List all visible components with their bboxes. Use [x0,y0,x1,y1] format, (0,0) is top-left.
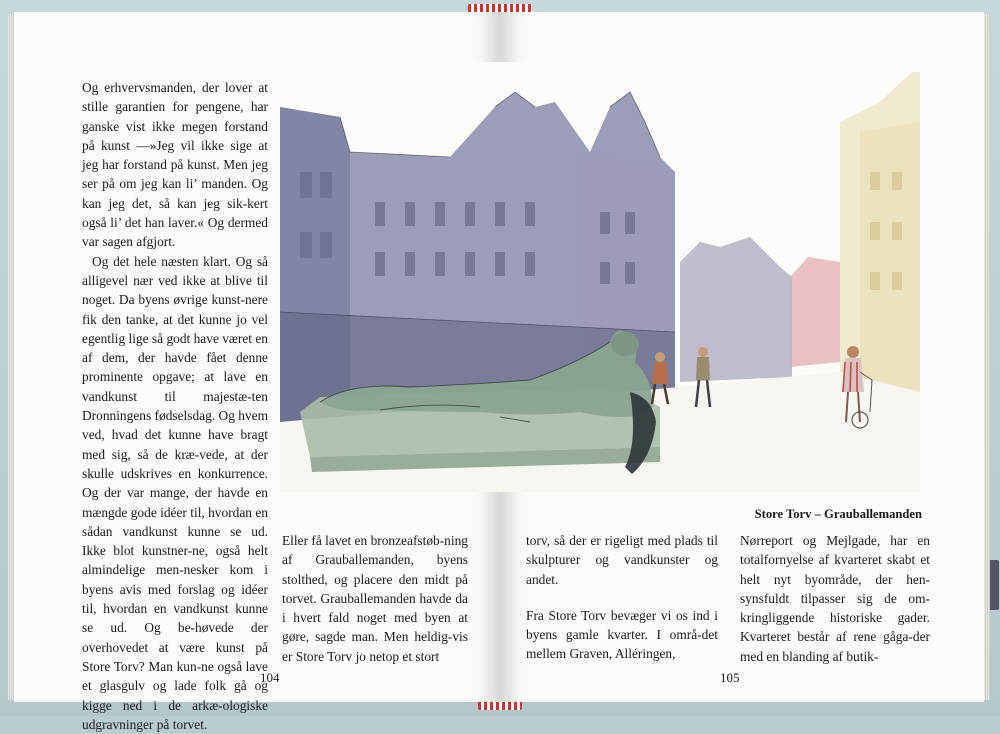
left-page-column-1 [82,78,268,734]
illustration-caption: Store Torv – Grauballemanden [754,507,922,521]
cover-edge-tab [989,560,999,610]
page-number-left: 104 [260,670,280,685]
paragraph: torv, så der er rigeligt med plads til skulpturer og vandkunster og andet. [526,533,718,587]
right-page-column-2 [740,531,930,666]
left-page-column-2 [282,531,468,666]
paragraph: Fra Store Torv bevæger vi os ind i byens gamle kvarter. I områ-det mellem Graven, Alléringen, [526,607,718,662]
paragraph: Eller få lavet en bronzeafstøb-ning af Grauballemanden, byens stolthed, og placere den midt på torvet. Grauballemanden havde da i hvert fald noget med byen at gøre, sagde man. Men heldig-vis er Store Torv jo netop et stort [282,533,468,664]
paragraph: Nørreport og Mejlgade, har en totalfornyelse af kvarteret skabt et helt nyt byområde, der hen-synsfuldt tilpasser sig de om-kringliggende historiske gader. Kvarteret består af rene gåga-der med en blanding af butik- [740,533,930,664]
paragraph: Og det hele næsten klart. Og så alligevel nær ved ikke at blive til noget. Da byens øvrige kunst-nere fik den tanke, at det kunne jo vel egentlig lige så godt have været en af dem, der havde fået denne prominente opgave; at lave en vandkunst til majestæ-ten Dronningens fødselsdag. Og hvem ved, hvad det kunne have bragt med sig, så de kræ-vede, at der skulle udskrives en konkurrence. Og der var mange, der havde en mængde gode idéer til, hvordan en sådan vandkunst kunne se ud. Ikke blot kunstner-ne, også helt almindelige men-nesker kom i byens avis med forslag og idéer til, hvordan en vandkunst kunne se ud. Og be-høvede der overhovedet at være kunst på Store Torv? Man kun-ne også lave et glasgulv og lade folk gå og kigge ned i de arkæ-ologiske udgravninger på torvet. [82,253,268,732]
paragraph: Og erhvervsmanden, der lover at stille garantien for pengene, har ganske vist ikke megen forstand på kunst —»Jeg vil ikke sige at jeg har forstand på kunst. Men jeg ser på om jeg kan li’ manden. Og kan jeg det, så kan jeg sik-kert også li’ det han laver.« Og dermed var sagen afgjort. [82,80,268,250]
right-page-column-1 [526,531,718,664]
page-number-right: 105 [720,670,740,685]
pink-building [790,257,840,367]
buildings-right [840,72,920,392]
watercolor-illustration [280,62,920,492]
